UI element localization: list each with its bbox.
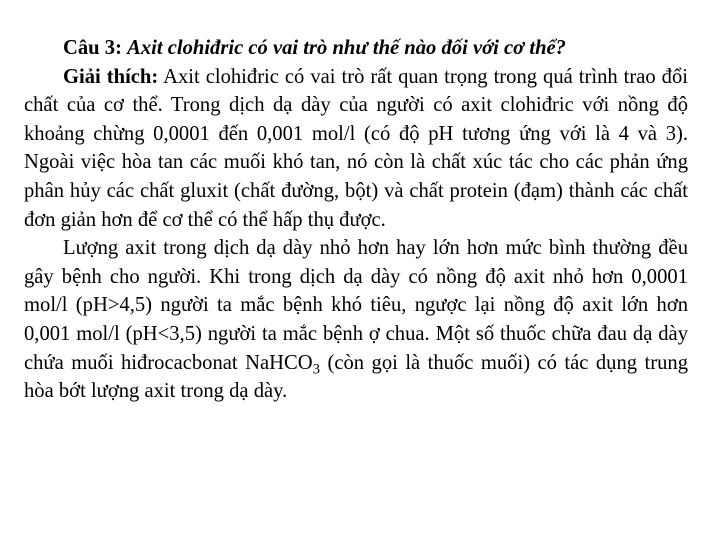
explanation-paragraph: [24, 63, 688, 235]
question-paragraph: [24, 34, 688, 63]
document-page: [24, 34, 688, 406]
formula-base: NaHCO: [245, 351, 313, 374]
formula-subscript: 3: [312, 360, 321, 377]
chemical-formula: [245, 351, 321, 377]
consequence-text: Lượng axit trong dịch dạ dày nhỏ hơn hay lớn hơn mức bình thường đều gây bệnh cho người. Khi trong dịch dạ dày có nồng độ axit nhỏ hơn 0,0001 mol/l (pH>4,5) người ta mắc bệnh khó tiêu, ngược lại nồng độ axit lớn hơn 0,001 mol/l (pH<3,5) người ta mắc bệnh ợ chua. Một số thuốc chữa đau dạ dày chứa muối hiđrocacbonat: [24, 237, 688, 374]
explanation-label: Giải thích:: [63, 65, 159, 88]
question-label: Câu 3:: [63, 37, 122, 59]
consequence-paragraph: [24, 234, 688, 406]
explanation-text: Axit clohiđric có vai trò rất quan trọng trong quá trình trao đổi chất của cơ thể. Trong dịch dạ dày của người có axit clohiđric với nồng độ khoảng chừng 0,0001 đến 0,001 mol/l (có độ pH tương ứng với là 4 và 3). Ngoài việc hòa tan các muối khó tan, nó còn là chất xúc tác cho các phản ứng phân hủy các chất gluxit (chất đường, bột) và chất protein (đạm) thành các chất đơn giản hơn để cơ thể có thể hấp thụ được.: [24, 65, 688, 231]
question-text: Axit clohiđric có vai trò như thế nào đối với cơ thể?: [127, 37, 566, 59]
consequence-text-end: (còn gọi là thuốc muối) có tác dụng trung hòa bớt lượng axit trong dạ dày.: [24, 351, 688, 403]
